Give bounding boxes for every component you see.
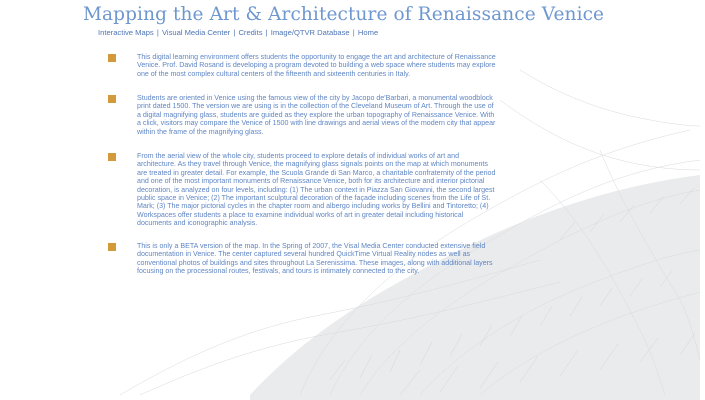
nav-separator: | — [233, 28, 236, 37]
paragraph-orientation: Students are oriented in Venice using the famous view of the city by Jacopo de'Barbari, a monumental woodblock print dated 1500. The version we are using is in the collection of the Cleveland Museum of Art. Through the use of a digital magnifying glass, students are guided as they explore the urban topography of Renaissance Venice. With a click, visitors may compare the Venice of 1500 with line drawings and aerial views of the modern city that appear within the frame of the magnifying glass. — [137, 94, 496, 136]
top-navigation — [98, 28, 378, 37]
nav-separator: | — [352, 28, 355, 37]
nav-link-credits[interactable]: Credits — [238, 28, 263, 37]
nav-link-home[interactable]: Home — [357, 28, 379, 37]
paragraph-beta: This is only a BETA version of the map. In the Spring of 2007, the Visal Media Center conducted extensive field documentation in Venice. The center captured several hundred QuickTime Virtual Reality nodes as well as conventional photos of buildings and sites throughout La Serenissima. These images, along with additional layers focusing on the processional routes, festivals, and tours is intimately connected to the city. — [137, 242, 493, 276]
paragraph-exploration: From the aerial view of the whole city, students proceed to explore details of individual works of art and architecture. As they travel through Venice, the magnifying glass signals points on the map at which monuments are treated in greater detail. For example, the Scuola Grande di San Marco, a charitable confraternity of the period and one of the most important monuments of Renaissance Venice, both for its architecture and interior pictorial decoration, is analyzed on four levels, including: (1) The urban context in Piazza San Giovanni, the second largest public space in Venice; (2) The important sculptural decoration of the façade including scenes from the Life of St. Mark; (3) The major pictorial cycles in the chapter room and albergo including works by Bellini and Tintoretto; (4) Workspaces offer students a place to examine individual works of art in greater detail including historical documents and iconographic analysis. — [137, 152, 496, 228]
nav-separator: | — [265, 28, 268, 37]
bullet-square — [108, 54, 116, 62]
nav-separator: | — [156, 28, 159, 37]
paragraph-intro: This digital learning environment offers students the opportunity to engage the art and architecture of Renaissance Venice. Prof. David Rosand is developing a program devoted to building a web space where students may explore one of the most complex cultural centers of the fifteenth and sixteenth centuries in Italy. — [137, 53, 496, 78]
nav-link-visual-media-center[interactable]: Visual Media Center — [161, 28, 231, 37]
page-title: Mapping the Art & Architecture of Renaissance Venice — [83, 4, 605, 25]
bullet-square — [108, 153, 116, 161]
nav-link-interactive-maps[interactable]: Interactive Maps — [98, 28, 154, 37]
bullet-square — [108, 243, 116, 251]
bullet-square — [108, 95, 116, 103]
nav-link-image-qtvr-database[interactable]: Image/QTVR Database — [270, 28, 350, 37]
